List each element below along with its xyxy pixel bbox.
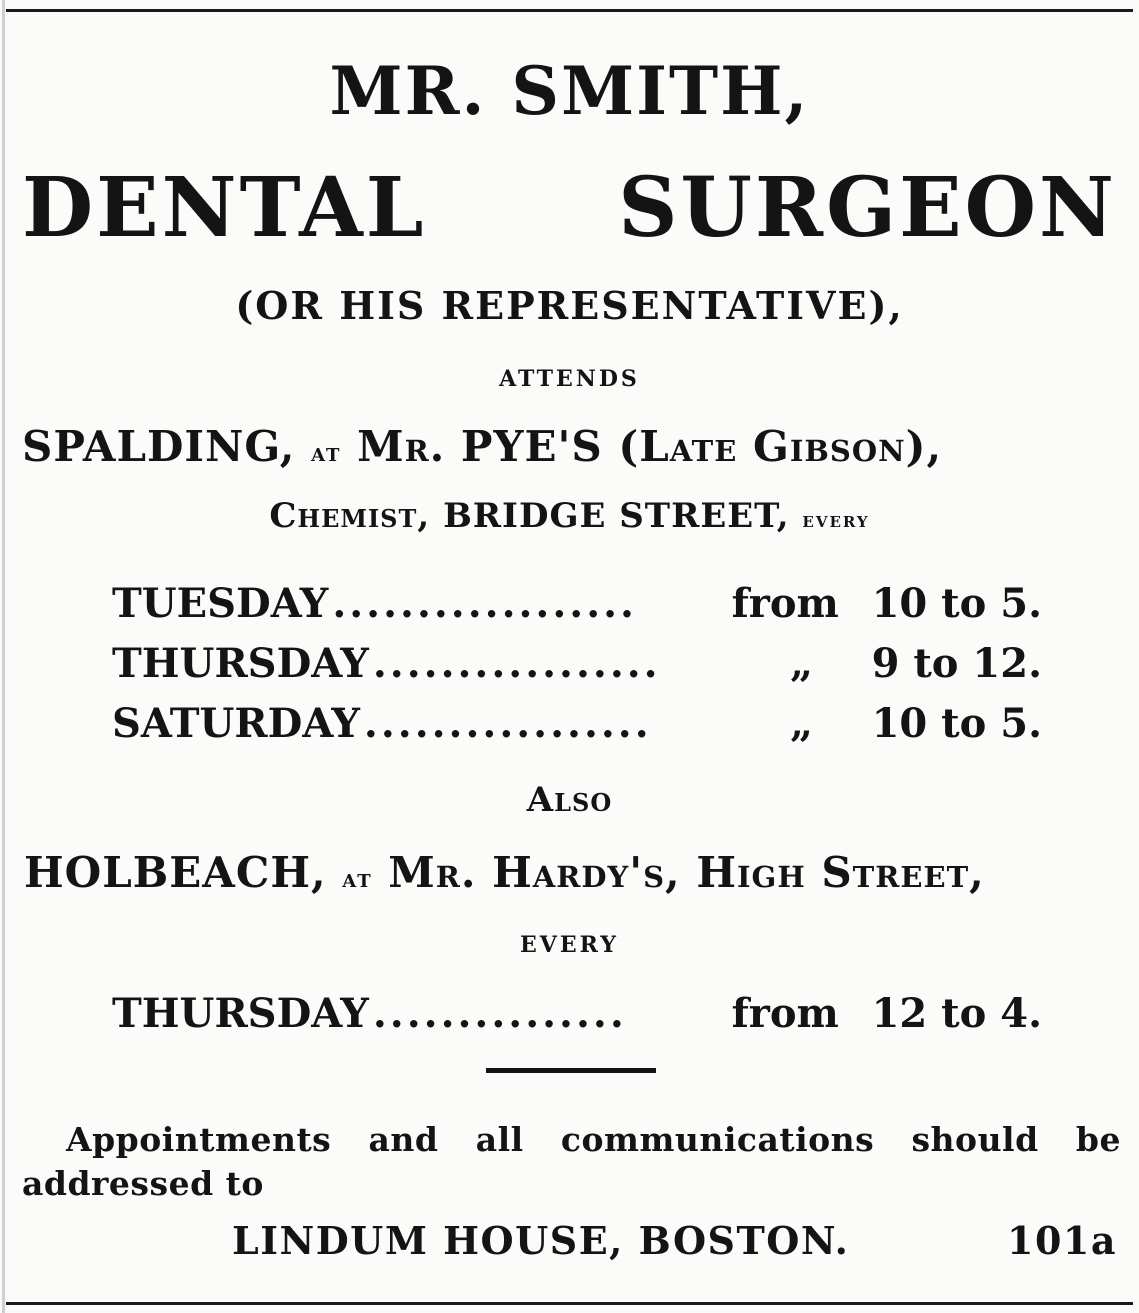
schedule-row [112, 700, 1042, 747]
separator-rule [486, 1068, 656, 1073]
spalding-name: PYE'S [460, 422, 603, 471]
spalding-town: SPALDING, [22, 422, 296, 471]
schedule-day: SATURDAY [112, 700, 360, 747]
spalding-line [22, 422, 1117, 471]
chemist-line [0, 496, 1139, 536]
spalding-mr: Mr. [357, 422, 446, 471]
holbeach-line [24, 848, 1115, 897]
chemist-trade: Chemist, [269, 496, 431, 536]
headline-surgeon: SURGEON [618, 160, 1117, 256]
spalding-late: (Late Gibson), [618, 422, 943, 471]
top-rule [6, 9, 1133, 12]
schedule-ditto: „ [790, 700, 814, 747]
schedule-hours: 9 to 12. [871, 640, 1042, 687]
holbeach-at: at [342, 864, 373, 894]
address: LINDUM HOUSE, BOSTON. [232, 1218, 850, 1263]
schedule-day: THURSDAY [112, 640, 369, 687]
chemist-every: every [802, 507, 870, 532]
schedule-from: from [731, 580, 839, 627]
schedule-hours: 10 to 5. [871, 580, 1042, 627]
holbeach-name: Hardy's, [492, 848, 681, 897]
schedule-leader: ............... [372, 990, 627, 1037]
schedule-ditto: „ [790, 640, 814, 687]
ad-name: MR. SMITH, [329, 52, 810, 130]
schedule-hours: 12 to 4. [871, 990, 1042, 1037]
also-label: Also [526, 780, 613, 820]
schedule-leader: .................. [332, 580, 637, 627]
schedule-row [112, 990, 1042, 1037]
ad-reference: 101a [1007, 1218, 1117, 1263]
schedule-row [112, 580, 1042, 627]
every-label: EVERY [520, 932, 619, 958]
schedule-leader: ................. [372, 640, 661, 687]
spalding-at: at [311, 438, 342, 468]
holbeach-town: HOLBEACH, [24, 848, 327, 897]
schedule-from: from [731, 990, 839, 1037]
schedule-row [112, 640, 1042, 687]
schedule-leader: ................. [363, 700, 652, 747]
holbeach-street: High Street, [696, 848, 985, 897]
headline-dental: DENTAL [22, 160, 427, 256]
attends-label: ATTENDS [499, 366, 640, 392]
page-edge [2, 0, 5, 1313]
schedule-day: TUESDAY [112, 580, 329, 627]
subtitle: (OR HIS REPRESENTATIVE), [235, 283, 904, 328]
holbeach-mr: Mr. [388, 848, 477, 897]
schedule-hours: 10 to 5. [871, 700, 1042, 747]
headline [22, 160, 1117, 256]
schedule-day: THURSDAY [112, 990, 369, 1037]
chemist-street: BRIDGE STREET, [443, 496, 790, 536]
bottom-rule [6, 1302, 1133, 1305]
appointments-text: Appointments and all communications should be addressed to [22, 1120, 1121, 1203]
address-line [232, 1218, 1117, 1263]
